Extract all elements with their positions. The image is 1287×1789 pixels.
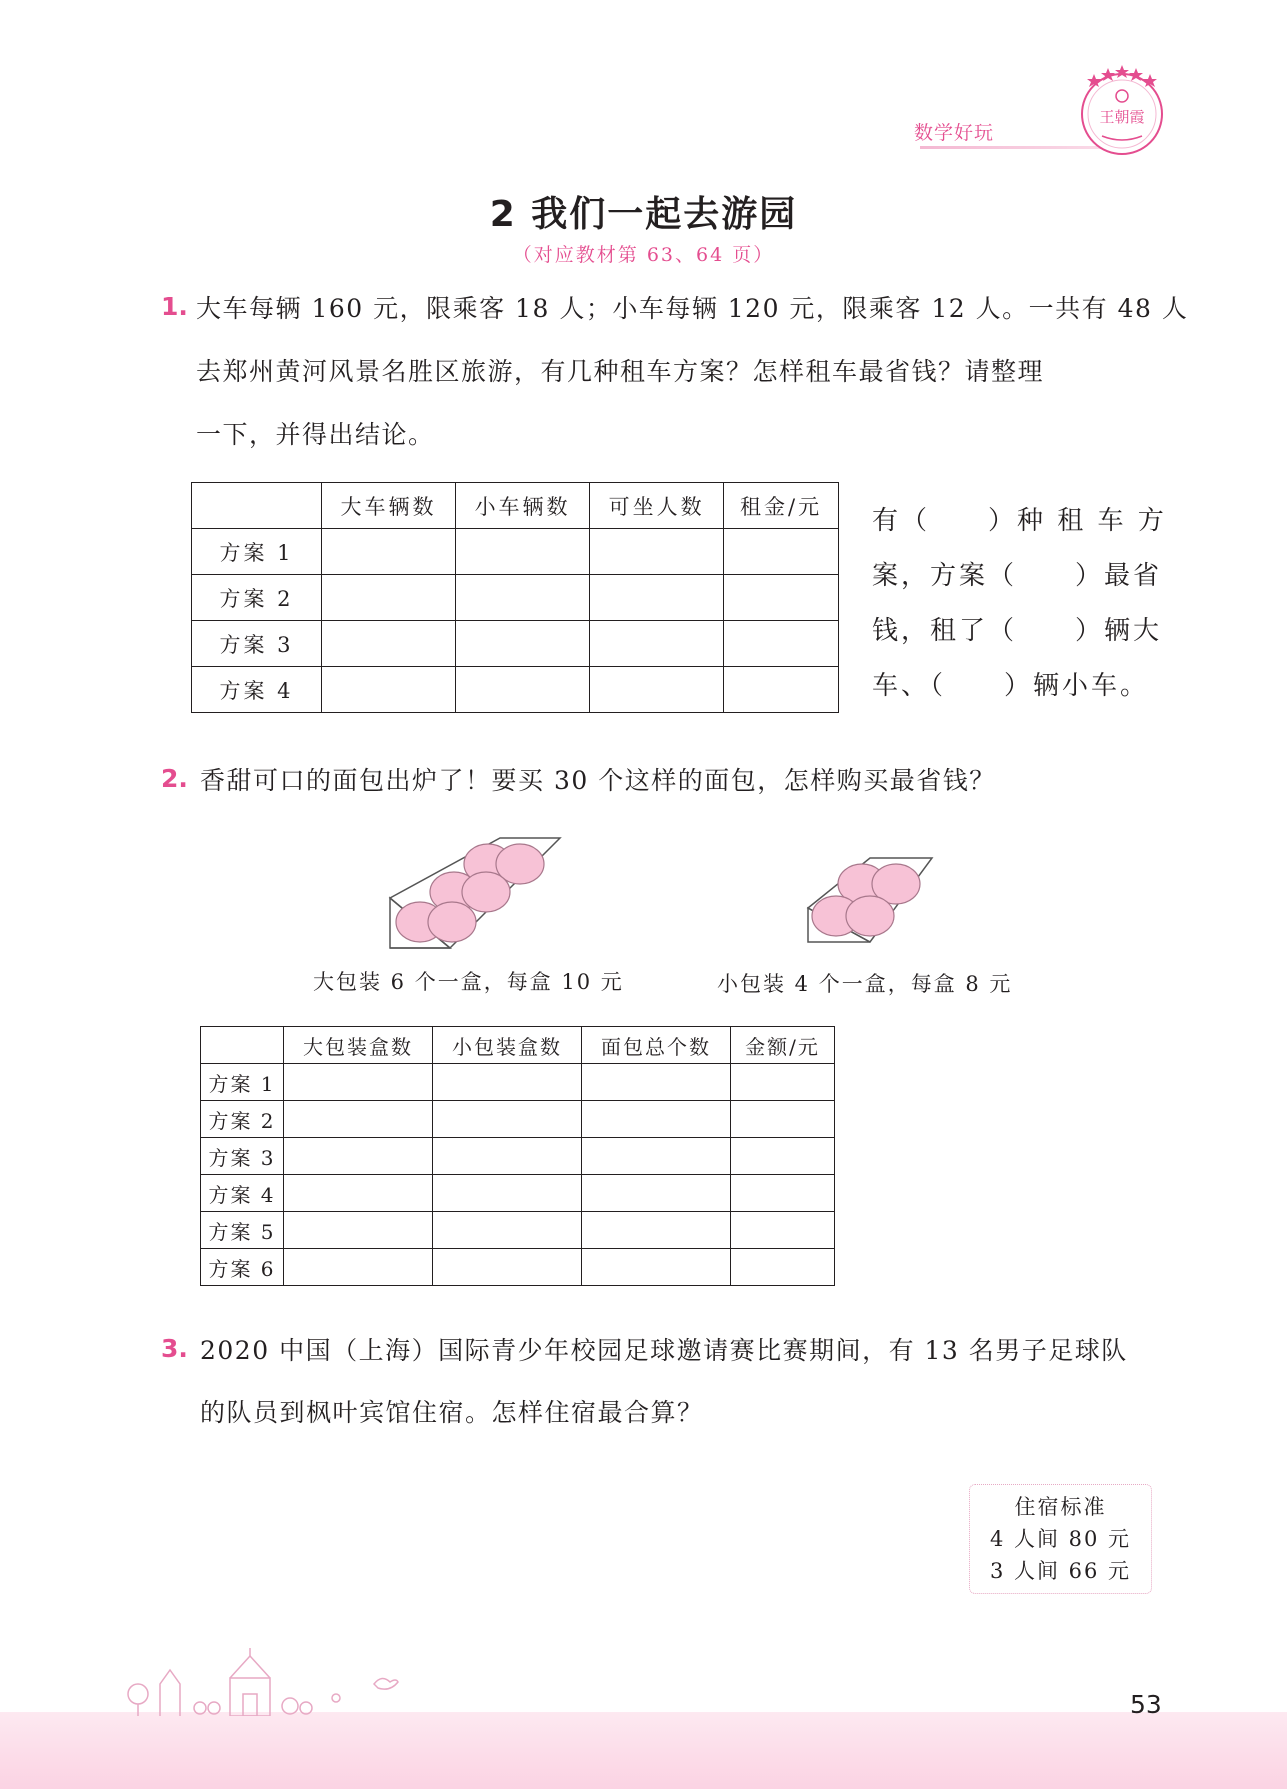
page-number: 53 xyxy=(1130,1690,1162,1719)
rental-plan-table xyxy=(191,482,839,713)
answer-cell[interactable] xyxy=(724,575,839,621)
table-header-row xyxy=(192,483,839,529)
large-package-caption: 大包装 6 个一盒，每盒 10 元 xyxy=(313,970,624,994)
table-header-cell: 面包总个数 xyxy=(582,1027,731,1064)
answer-cell[interactable] xyxy=(456,529,590,575)
question-1-line-3: 一下，并得出结论。 xyxy=(196,420,435,449)
table-header-cell: 小车辆数 xyxy=(456,483,590,529)
logo-text: 王朝霞 xyxy=(1099,108,1145,126)
answer-cell[interactable] xyxy=(284,1212,433,1249)
small-bread-box-image xyxy=(800,850,940,950)
answer-cell[interactable] xyxy=(433,1249,582,1286)
brand-logo xyxy=(1072,60,1172,160)
bird-decoration-icon xyxy=(372,1672,400,1694)
question-1-line-2: 去郑州黄河风景名胜区旅游，有几种租车方案？怎样租车最省钱？请整理 xyxy=(196,357,1045,386)
conclusion-line-1: 有（ ）种 租 车 方 xyxy=(872,506,1167,536)
table-header-cell: 可坐人数 xyxy=(590,483,724,529)
footer-band xyxy=(0,1712,1287,1789)
answer-cell[interactable] xyxy=(456,667,590,713)
page-subtitle: （对应教材第 63、64 页） xyxy=(512,244,775,266)
answer-cell[interactable] xyxy=(582,1175,731,1212)
answer-cell[interactable] xyxy=(456,621,590,667)
question-1-line-1: 大车每辆 160 元，限乘客 18 人；小车每辆 120 元，限乘客 12 人。一共有 48 人 xyxy=(196,294,1189,323)
question-1-number: 1. xyxy=(161,292,188,321)
row-label: 方案 3 xyxy=(192,621,322,667)
answer-cell[interactable] xyxy=(322,575,456,621)
table-header-cell xyxy=(201,1027,284,1064)
table-row xyxy=(201,1101,835,1138)
table-row xyxy=(192,621,839,667)
answer-cell[interactable] xyxy=(433,1175,582,1212)
answer-cell[interactable] xyxy=(322,667,456,713)
answer-cell[interactable] xyxy=(284,1101,433,1138)
answer-cell[interactable] xyxy=(724,621,839,667)
answer-cell[interactable] xyxy=(433,1212,582,1249)
answer-cell[interactable] xyxy=(456,575,590,621)
row-label: 方案 1 xyxy=(201,1064,284,1101)
answer-cell[interactable] xyxy=(433,1101,582,1138)
answer-cell[interactable] xyxy=(590,667,724,713)
conclusion-block xyxy=(872,494,1167,714)
answer-cell[interactable] xyxy=(582,1249,731,1286)
answer-cell[interactable] xyxy=(590,575,724,621)
table-header-cell: 租金/元 xyxy=(724,483,839,529)
row-label: 方案 3 xyxy=(201,1138,284,1175)
large-bread-box-image xyxy=(380,826,570,956)
answer-cell[interactable] xyxy=(724,667,839,713)
answer-cell[interactable] xyxy=(322,621,456,667)
answer-cell[interactable] xyxy=(731,1101,835,1138)
answer-cell[interactable] xyxy=(582,1212,731,1249)
section-label: 数学好玩 xyxy=(914,122,995,144)
question-3-number: 3. xyxy=(161,1334,188,1363)
table-row xyxy=(201,1175,835,1212)
question-3-line-1: 2020 中国（上海）国际青少年校园足球邀请赛比赛期间，有 13 名男子足球队 xyxy=(200,1336,1128,1365)
question-2-number: 2. xyxy=(161,764,188,793)
table-row xyxy=(201,1064,835,1101)
question-2-text: 香甜可口的面包出炉了！要买 30 个这样的面包，怎样购买最省钱？ xyxy=(200,766,996,795)
answer-cell[interactable] xyxy=(433,1064,582,1101)
table-header-cell: 大车辆数 xyxy=(322,483,456,529)
answer-cell[interactable] xyxy=(731,1138,835,1175)
conclusion-line-3: 钱，租了（ ）辆大 xyxy=(872,616,1163,646)
castle-decoration-icon xyxy=(120,1646,380,1716)
answer-cell[interactable] xyxy=(731,1064,835,1101)
row-label: 方案 4 xyxy=(201,1175,284,1212)
table-header-cell: 大包装盒数 xyxy=(284,1027,433,1064)
answer-cell[interactable] xyxy=(731,1175,835,1212)
standard-item: 4 人间 80 元 xyxy=(989,1527,1132,1551)
answer-cell[interactable] xyxy=(284,1138,433,1175)
answer-cell[interactable] xyxy=(284,1175,433,1212)
row-label: 方案 1 xyxy=(192,529,322,575)
question-3-line-2: 的队员到枫叶宾馆住宿。怎样住宿最合算？ xyxy=(200,1398,704,1427)
standard-item: 3 人间 66 元 xyxy=(989,1559,1132,1583)
answer-cell[interactable] xyxy=(731,1212,835,1249)
table-row xyxy=(192,667,839,713)
table-row xyxy=(201,1249,835,1286)
table-header-cell: 小包装盒数 xyxy=(433,1027,582,1064)
row-label: 方案 5 xyxy=(201,1212,284,1249)
row-label: 方案 2 xyxy=(192,575,322,621)
table-header-cell xyxy=(192,483,322,529)
answer-cell[interactable] xyxy=(284,1064,433,1101)
answer-cell[interactable] xyxy=(284,1249,433,1286)
table-row xyxy=(201,1212,835,1249)
row-label: 方案 6 xyxy=(201,1249,284,1286)
answer-cell[interactable] xyxy=(590,529,724,575)
answer-cell[interactable] xyxy=(731,1249,835,1286)
conclusion-line-4: 车、（ ）辆小车。 xyxy=(872,671,1150,701)
table-row xyxy=(201,1138,835,1175)
small-package-caption: 小包装 4 个一盒，每盒 8 元 xyxy=(717,972,1013,996)
table-header-cell: 金额/元 xyxy=(731,1027,835,1064)
standard-title: 住宿标准 xyxy=(1014,1495,1107,1519)
table-row xyxy=(192,575,839,621)
bread-plan-table xyxy=(200,1026,835,1286)
row-label: 方案 2 xyxy=(201,1101,284,1138)
table-header-row xyxy=(201,1027,835,1064)
answer-cell[interactable] xyxy=(582,1101,731,1138)
answer-cell[interactable] xyxy=(724,529,839,575)
row-label: 方案 4 xyxy=(192,667,322,713)
answer-cell[interactable] xyxy=(433,1138,582,1175)
lodging-standard-box xyxy=(969,1484,1152,1594)
answer-cell[interactable] xyxy=(582,1138,731,1175)
page-title: 2 我们一起去游园 xyxy=(489,194,798,235)
table-row xyxy=(192,529,839,575)
conclusion-line-2: 案，方案（ ）最省 xyxy=(872,561,1163,591)
answer-cell[interactable] xyxy=(322,529,456,575)
answer-cell[interactable] xyxy=(590,621,724,667)
answer-cell[interactable] xyxy=(582,1064,731,1101)
